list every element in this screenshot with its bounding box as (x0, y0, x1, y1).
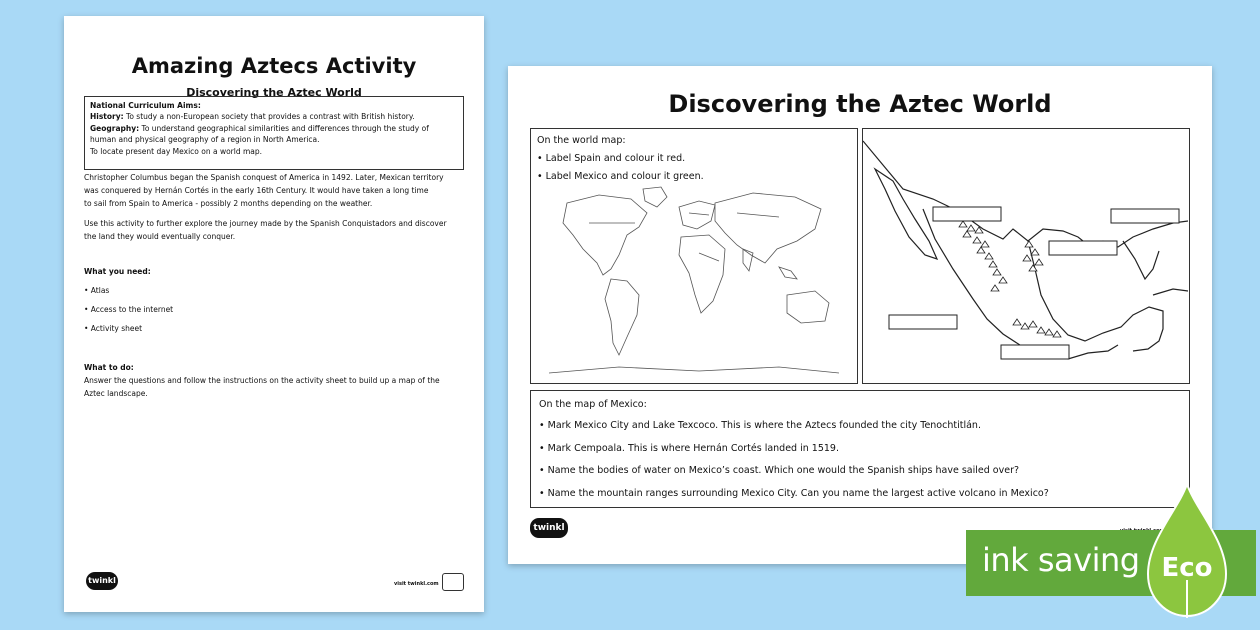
todo-section (84, 361, 468, 400)
label-box[interactable] (1049, 241, 1117, 255)
task-item: • Name the mountain ranges surrounding Mexico City. Can you name the largest active volcano in Mexico? (539, 487, 1049, 499)
world-instructions (537, 135, 704, 189)
geography-label: Geography: (90, 123, 140, 133)
label-box[interactable] (889, 315, 957, 329)
intro-paragraph (84, 171, 468, 210)
history-label: History: (90, 112, 124, 122)
label-box[interactable] (1001, 345, 1069, 359)
mexico-map-panel (862, 128, 1190, 384)
activity-sheet-title: Discovering the Aztec World (668, 90, 1052, 118)
geography-text: To understand geographical similarities and differences through the study of (139, 123, 429, 133)
need-item: • Activity sheet (84, 324, 143, 333)
intro-line: was conquered by Hernán Cortés in the early 16th Century. It would have taken a long time (84, 186, 429, 195)
tasks-list (539, 395, 1049, 505)
info-sheet-subtitle: Discovering the Aztec World (186, 86, 362, 99)
history-text: To study a non-European society that provides a contrast with British history. (123, 112, 415, 122)
geography-text-cont: human and physical geography of a region in North America. (90, 135, 320, 145)
visit-url: visit twinkl.com (394, 581, 439, 587)
activity-sheet (508, 66, 1212, 564)
need-section (84, 262, 464, 338)
twinkl-logo: twinkl (86, 572, 118, 590)
use-line: Use this activity to further explore the journey made by the Spanish Conquistadors and discover (84, 219, 447, 228)
world-map-outline (539, 183, 849, 383)
task-item: • Mark Mexico City and Lake Texcoco. This is where the Aztecs founded the city Tenochtitlán. (539, 420, 981, 431)
eco-drop-icon (1146, 484, 1228, 620)
intro-line: to sail from Spain to America - possibly 2 months depending on the weather. (84, 199, 373, 208)
eco-label: Eco (1161, 553, 1213, 583)
mexico-tasks-panel (530, 390, 1190, 508)
use-paragraph (84, 217, 468, 243)
locate-aim: To locate present day Mexico on a world map. (90, 146, 263, 156)
curriculum-aims-box (84, 96, 464, 170)
use-line: the land they would eventually conquer. (84, 232, 236, 241)
world-item: • Label Spain and colour it red. (537, 153, 686, 164)
need-item: • Atlas (84, 286, 110, 295)
need-heading: What you need: (84, 267, 151, 276)
world-map-panel (530, 128, 858, 384)
tasks-heading: On the map of Mexico: (539, 399, 647, 410)
intro-line: Christopher Columbus began the Spanish conquest of America in 1492. Later, Mexican territory (84, 173, 444, 182)
todo-line: Aztec landscape. (84, 389, 148, 398)
need-item: • Access to the internet (84, 305, 174, 314)
ink-saving-text: ink saving (982, 541, 1140, 579)
task-item: • Mark Cempoala. This is where Hernán Cortés landed in 1519. (539, 442, 839, 454)
world-item: • Label Mexico and colour it green. (537, 171, 704, 182)
mexico-map-outline (863, 129, 1188, 381)
label-box[interactable] (933, 207, 1001, 221)
label-box[interactable] (1111, 209, 1179, 223)
task-item: • Name the bodies of water on Mexico’s coast. Which one would the Spanish ships have sailed over? (539, 465, 1020, 476)
info-sheet (64, 16, 484, 612)
aims-heading: National Curriculum Aims: (90, 101, 201, 110)
todo-line: Answer the questions and follow the instructions on the activity sheet to build up a map of the (84, 376, 440, 385)
badge-icon (442, 573, 464, 591)
info-sheet-title: Amazing Aztecs Activity (131, 54, 417, 78)
world-heading: On the world map: (537, 135, 626, 146)
todo-heading: What to do: (84, 363, 134, 372)
twinkl-logo: twinkl (530, 518, 568, 538)
